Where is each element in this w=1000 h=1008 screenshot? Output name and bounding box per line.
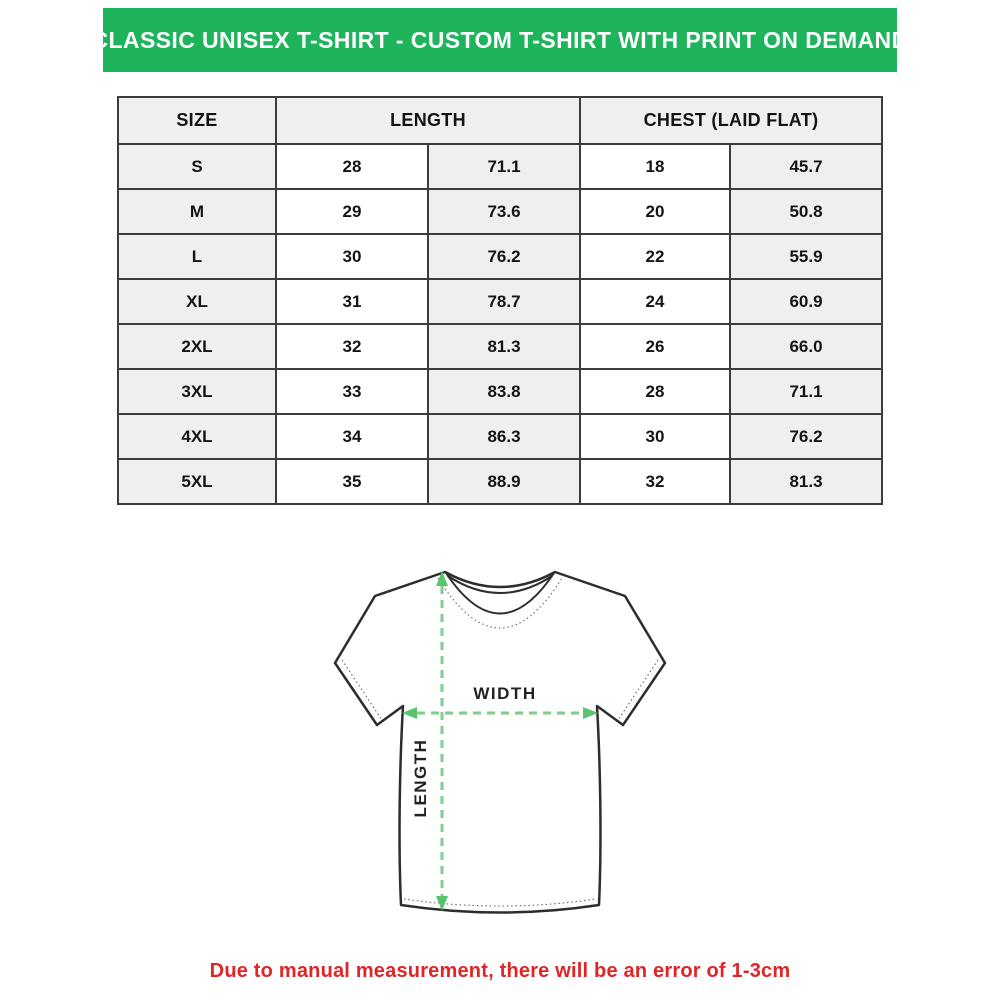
- chest-in-cell: 24: [580, 279, 730, 324]
- header-row: [118, 97, 882, 144]
- table-row-4xl: [118, 414, 882, 459]
- tshirt-measurement-diagram: [330, 558, 670, 923]
- size-cell: XL: [118, 279, 276, 324]
- size-cell: M: [118, 189, 276, 234]
- width-label: WIDTH: [473, 684, 537, 703]
- length-in-cell: 34: [276, 414, 428, 459]
- length-in-cell: 33: [276, 369, 428, 414]
- length-in-cell: 30: [276, 234, 428, 279]
- length-in-cell: 31: [276, 279, 428, 324]
- size-cell: S: [118, 144, 276, 189]
- chest-cm-cell: 55.9: [730, 234, 882, 279]
- chest-cm-cell: 66.0: [730, 324, 882, 369]
- chest-in-cell: 30: [580, 414, 730, 459]
- size-table: [117, 96, 883, 505]
- length-cm-cell: 78.7: [428, 279, 580, 324]
- chest-in-cell: 22: [580, 234, 730, 279]
- size-table-header: [118, 97, 882, 144]
- table-row-s: [118, 144, 882, 189]
- col-header-chest: CHEST (LAID FLAT): [580, 97, 882, 144]
- size-chart-page: [0, 8, 1000, 1008]
- length-cm-cell: 76.2: [428, 234, 580, 279]
- length-label: LENGTH: [411, 738, 430, 818]
- measurement-note: Due to manual measurement, there will be an error of 1-3cm: [209, 960, 791, 982]
- length-cm-cell: 81.3: [428, 324, 580, 369]
- chest-cm-cell: 71.1: [730, 369, 882, 414]
- length-cm-cell: 73.6: [428, 189, 580, 234]
- length-cm-cell: 86.3: [428, 414, 580, 459]
- chest-cm-cell: 60.9: [730, 279, 882, 324]
- length-cm-cell: 88.9: [428, 459, 580, 504]
- chest-in-cell: 26: [580, 324, 730, 369]
- chest-in-cell: 32: [580, 459, 730, 504]
- size-cell: 4XL: [118, 414, 276, 459]
- length-in-cell: 35: [276, 459, 428, 504]
- chest-in-cell: 28: [580, 369, 730, 414]
- table-row-2xl: [118, 324, 882, 369]
- length-in-cell: 28: [276, 144, 428, 189]
- chest-in-cell: 20: [580, 189, 730, 234]
- table-row-m: [118, 189, 882, 234]
- col-header-length: LENGTH: [276, 97, 580, 144]
- length-in-cell: 32: [276, 324, 428, 369]
- size-cell: 5XL: [118, 459, 276, 504]
- chest-cm-cell: 81.3: [730, 459, 882, 504]
- chest-in-cell: 18: [580, 144, 730, 189]
- chest-cm-cell: 45.7: [730, 144, 882, 189]
- size-cell: 2XL: [118, 324, 276, 369]
- page-title: CLASSIC UNISEX T-SHIRT - CUSTOM T-SHIRT WITH PRINT ON DEMAND: [91, 26, 909, 53]
- table-row-xl: [118, 279, 882, 324]
- length-cm-cell: 83.8: [428, 369, 580, 414]
- tshirt-diagram-svg: [330, 558, 670, 923]
- title-banner: [91, 8, 909, 72]
- size-cell: L: [118, 234, 276, 279]
- size-cell: 3XL: [118, 369, 276, 414]
- table-row-l: [118, 234, 882, 279]
- length-cm-cell: 71.1: [428, 144, 580, 189]
- length-in-cell: 29: [276, 189, 428, 234]
- tshirt-outline: [335, 572, 665, 913]
- col-header-size: SIZE: [118, 97, 276, 144]
- size-table-body: [118, 144, 882, 504]
- chest-cm-cell: 76.2: [730, 414, 882, 459]
- table-row-5xl: [118, 459, 882, 504]
- table-row-3xl: [118, 369, 882, 414]
- chest-cm-cell: 50.8: [730, 189, 882, 234]
